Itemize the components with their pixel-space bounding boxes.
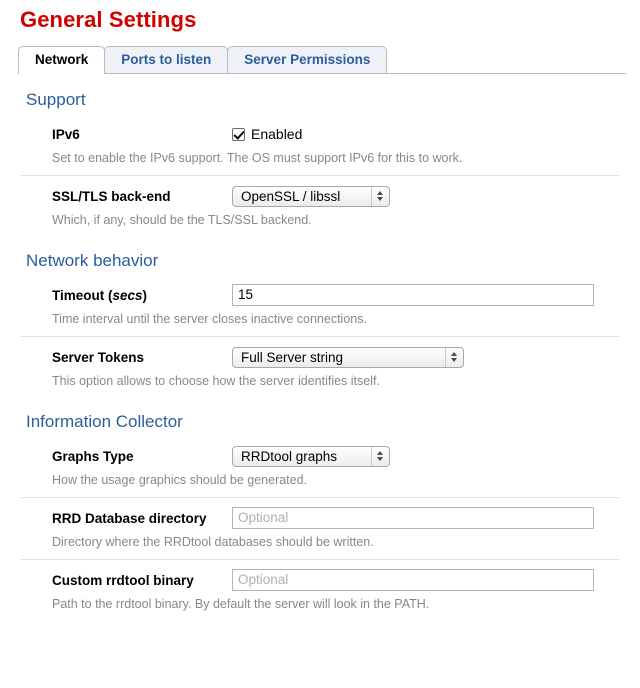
- label-rrd-database-directory: RRD Database directory: [52, 510, 207, 526]
- page-title: General Settings: [20, 7, 197, 32]
- stepper-arrows-icon: [445, 348, 462, 367]
- hint-custom-rrdtool-binary: Path to the rrdtool binary. By default the server will look in the PATH.: [52, 597, 430, 611]
- hint-ipv6: Set to enable the IPv6 support. The OS must support IPv6 for this to work.: [52, 151, 463, 165]
- row-ssl-backend: [20, 175, 620, 235]
- hint-graphs-type: How the usage graphics should be generated.: [52, 473, 308, 487]
- server-tokens-select-value: Full Server string: [241, 349, 344, 365]
- label-graphs-type: Graphs Type: [52, 448, 134, 464]
- row-rrd-database-directory: [20, 497, 620, 557]
- timeout-input[interactable]: 15: [232, 284, 594, 306]
- tab-network-label: Network: [35, 52, 89, 67]
- hint-timeout: Time interval until the server closes inactive connections.: [52, 312, 367, 326]
- ssl-backend-select-value: OpenSSL / libssl: [241, 188, 341, 204]
- label-timeout: [20, 288, 232, 303]
- section-title-network-behavior: Network behavior: [26, 251, 159, 270]
- graphs-type-select-value: RRDtool graphs: [241, 448, 338, 464]
- custom-rrdtool-binary-input[interactable]: Optional: [232, 569, 594, 591]
- ipv6-checkbox-group[interactable]: [232, 126, 302, 142]
- label-ssl-backend: SSL/TLS back-end: [52, 188, 171, 204]
- label-custom-rrdtool-binary: Custom rrdtool binary: [52, 572, 194, 588]
- tab-bar: [18, 43, 626, 74]
- row-custom-rrdtool-binary: [20, 559, 620, 619]
- ipv6-checkbox[interactable]: [232, 128, 245, 141]
- tab-server-permissions-label: Server Permissions: [244, 52, 371, 67]
- settings-page: [0, 7, 640, 688]
- row-server-tokens: [20, 336, 620, 396]
- graphs-type-select[interactable]: [232, 446, 390, 467]
- stepper-arrows-icon: [371, 187, 388, 206]
- label-timeout-unit: secs: [112, 287, 143, 303]
- tab-ports-to-listen-label: Ports to listen: [121, 52, 212, 67]
- row-timeout: [20, 281, 620, 334]
- label-timeout-tail: ): [142, 287, 148, 303]
- tab-server-permissions[interactable]: [227, 46, 387, 73]
- section-title-support: Support: [26, 90, 86, 109]
- server-tokens-select[interactable]: [232, 347, 464, 368]
- hint-server-tokens: This option allows to choose how the server identifies itself.: [52, 374, 380, 388]
- ipv6-checkbox-label: Enabled: [251, 126, 303, 142]
- tab-network[interactable]: [18, 46, 105, 74]
- rrd-database-directory-input[interactable]: Optional: [232, 507, 594, 529]
- row-graphs-type: [20, 442, 620, 495]
- tab-ports-to-listen[interactable]: [104, 46, 228, 73]
- row-ipv6: [20, 120, 620, 173]
- label-ipv6: IPv6: [52, 126, 80, 142]
- hint-rrd-database-directory: Directory where the RRDtool databases should be written.: [52, 535, 374, 549]
- label-timeout-text: Timeout (: [52, 287, 113, 303]
- stepper-arrows-icon: [371, 447, 388, 466]
- label-server-tokens: Server Tokens: [52, 349, 145, 365]
- ssl-backend-select[interactable]: [232, 186, 390, 207]
- hint-ssl-backend: Which, if any, should be the TLS/SSL backend.: [52, 213, 312, 227]
- section-title-information-collector: Information Collector: [26, 412, 183, 431]
